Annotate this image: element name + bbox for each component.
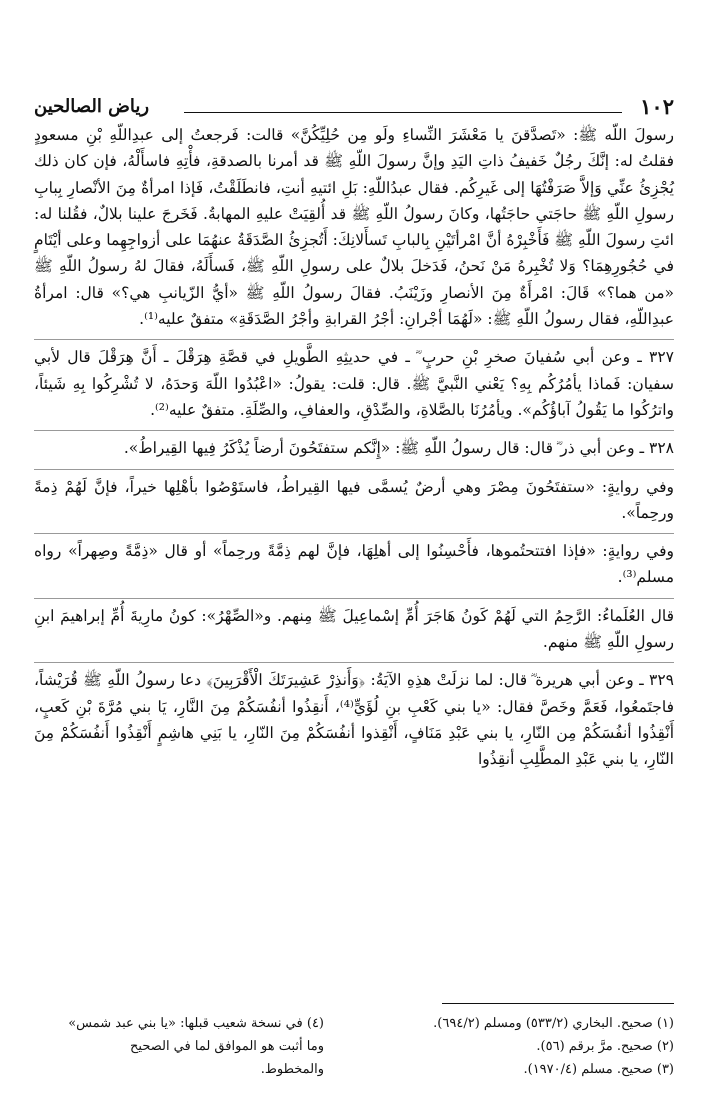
section-divider [34, 533, 674, 534]
paragraph-hadith-328: ٣٢٨ ـ وعن أبي ذر ؓ قال: قال رسولُ اللّهِ ﷺ: «إِنَّكم ستفتَحُونَ أرضاً يُذْكَرُ فِيها القِيراطُ». [123, 439, 674, 458]
footnotes-left-column [34, 1012, 324, 1081]
footnotes-right-column [344, 1012, 674, 1081]
footnote-3: (٣) صحيح. مسلم (١٩٧٠/٤). [523, 1062, 674, 1077]
footnote-2: (٢) صحيح. مرَّ برقم (٥٦). [536, 1039, 674, 1054]
paragraph-narration-2: وفي روايةٍ: «فإذا افتتحتُموها، فأَحْسِنُوا إلى أهلِهَا، فإنَّ لهم ذِمَّةً ورحِماً» أو قال «ذِمَّةً وصِهراً» رواه مسلم⁽³⁾. [34, 542, 674, 587]
page-number: ١٠٢ [640, 94, 674, 119]
paragraph-scholars-note: قال العُلَماءُ: الرَّحِمُ التي لَهُمْ كَونُ هَاجَرَ أُمِّ إسْماعِيلَ ﷺ مِنهم. و«الصِّهْرُ»: كونُ مارِيةَ أُمِّ إبراهيمَ ابنِ رسولِ اللّهِ ﷺ منهم. [34, 606, 674, 652]
footnote-4-cont: والمخطوط. [260, 1062, 324, 1077]
footnote-rule [442, 1003, 674, 1004]
section-divider [34, 598, 674, 599]
paragraph-hadith-326-end: رسولَ اللّه ﷺ: «تَصدَّقنَ يا مَعْشَرَ النِّساءِ ولَو مِن حُلِيِّكُنَّ» قالت: فَرجعتُ إلى عبدِاللّهِ بْنِ مسعودٍ فقلتُ له: إنَّكَ رجُلٌ خَفيفُ ذاتِ اليَدِ وإنَّ رسولَ اللّهِ ﷺ قد أمرنا بالصدقةِ، فأْتِهِ فاسأَلْهُ، فإن كان ذلك يُجْزِئُ عنِّي وَإلاَّ صَرَفْتُهَا إلى غَيرِكُم. فقال عبدُاللّهِ: بَلِ ائتيهِ أنتِ، فانطَلَقْتُ، فَإذا امرأةٌ مِنَ الأنْصارِ بِبابِ رسولِ اللّهِ ﷺ حاجَتي حاجَتُها، وكانَ رسولُ اللّهِ ﷺ قد أُلقِيَتْ عليهِ المهابةُ. فَخَرجَ علينا بلالٌ، فقُلنا له: ائتِ رسولَ اللّهِ ﷺ فَأَخْبِرْهُ أنَّ امْرأتَيْنِ بِالبابِ تَسأَلانِكَ: أَتُجزِئُ الصَّدَقَةُ عنهُمَا على أزواجِهِما وعلى أيْتَامٍ في حُجُورِهِمَا؟ وَلا تُخْبِرهُ مَنْ نَحنُ، فَدَخلَ بلالٌ على رسولِ اللّهِ ﷺ، فَسأَلَهُ، فقالَ لهُ رسولُ اللّهِ ﷺ «من هما؟» قَالَ: امْرأَةٌ مِنَ الأنصارِ وزَيْنَبُ. فقالَ رسولُ اللّهِ ﷺ «أيُّ الزّيانبِ هي؟» قال: امرأةُ عبدِاللّهِ، فقال رسولُ اللّهِ ﷺ: «لَهُمَا أجْرانِ: أجْرُ القرابةِ وأجْرُ الصَّدَقَةِ» متفقٌ عليه⁽¹⁾. [34, 126, 674, 329]
footnote-4: (٤) في نسخة شعيب قبلها: «يا بني عبد شمس» [68, 1016, 324, 1031]
section-divider [34, 430, 674, 431]
paragraph-hadith-329: ٣٢٩ ـ وعن أبي هريرة ؓ قال: لما نزلَتْ هذِهِ الآيَةُ: ﴿وَأَنذِرْ عَشِيرَتَكَ الْأَقْرَبِينَ﴾ دعا رسولُ اللّهِ ﷺ قُرَيْشاً، فاجتَمعُوا، فَعَمَّ وخَصَّ فقال: «يا بني كَعْبِ بنِ لُؤَيٍّ⁽⁴⁾، أَنقِذُوا أنفُسَكُمْ مِنَ النَّارِ، يَا بني مُرَّةَ بْنِ كَعبٍ، أَنْقِذُوا أنفُسَكُمْ مِن النّارِ، يا بني عَبْدِ مَنَافٍ، أَنْقِذوا أنفُسَكُمْ مِنَ النّارِ، يا بَنِي هاشِمٍ أَنْقِذُوا أَنفُسَكُمْ مِنَ النّارِ، يا بني عَبْدِ المطَّلِبِ أنقِذُوا [34, 671, 674, 769]
footnote-4-cont: وما أثبت هو الموافق لما في الصحيح [130, 1039, 324, 1054]
paragraph-hadith-327: ٣٢٧ ـ وعن أبي سُفيانَ صخرِ بْنِ حربٍ ؓ ـ في حديثِهِ الطَّويلِ في قصَّةِ هِرَقْلَ ـ أَنَّ هِرَقْلَ قال لأبي سفيان: فَماذا يأمُرُكُم بِهِ؟ يَعْني النَّبيَّ ﷺ. قال: قلت: يقولُ: «اعْبُدُوا اللّهَ وَحدَهُ، لا تُشْرِكُوا بِهِ شَيئاً، واترُكُوا ما يَقُولُ آباؤُكُم». ويأمُرُنَا بالصَّلاةِ، والصِّدْقِ، والعفافِ، والصِّلَةِ. متفقٌ عليه⁽²⁾. [34, 348, 674, 419]
section-divider [34, 339, 674, 340]
section-divider [34, 469, 674, 470]
header-rule [184, 112, 622, 113]
page-header [34, 92, 674, 120]
page-body [34, 122, 674, 777]
footnote-1: (١) صحيح. البخاري (٥٣٣/٢) ومسلم (٦٩٤/٢). [433, 1016, 674, 1031]
paragraph-narration-1: وفي روايةٍ: «ستفتَحُونَ مِصْرَ وهي أرضٌ يُسمَّى فيها القِيراطُ، فاستَوْصُوا بأهْلِها خيراً، فإنَّ لَهُمْ ذِمةً ورحِماً». [34, 477, 674, 522]
running-title: رياض الصالحين [34, 96, 150, 117]
section-divider [34, 662, 674, 663]
